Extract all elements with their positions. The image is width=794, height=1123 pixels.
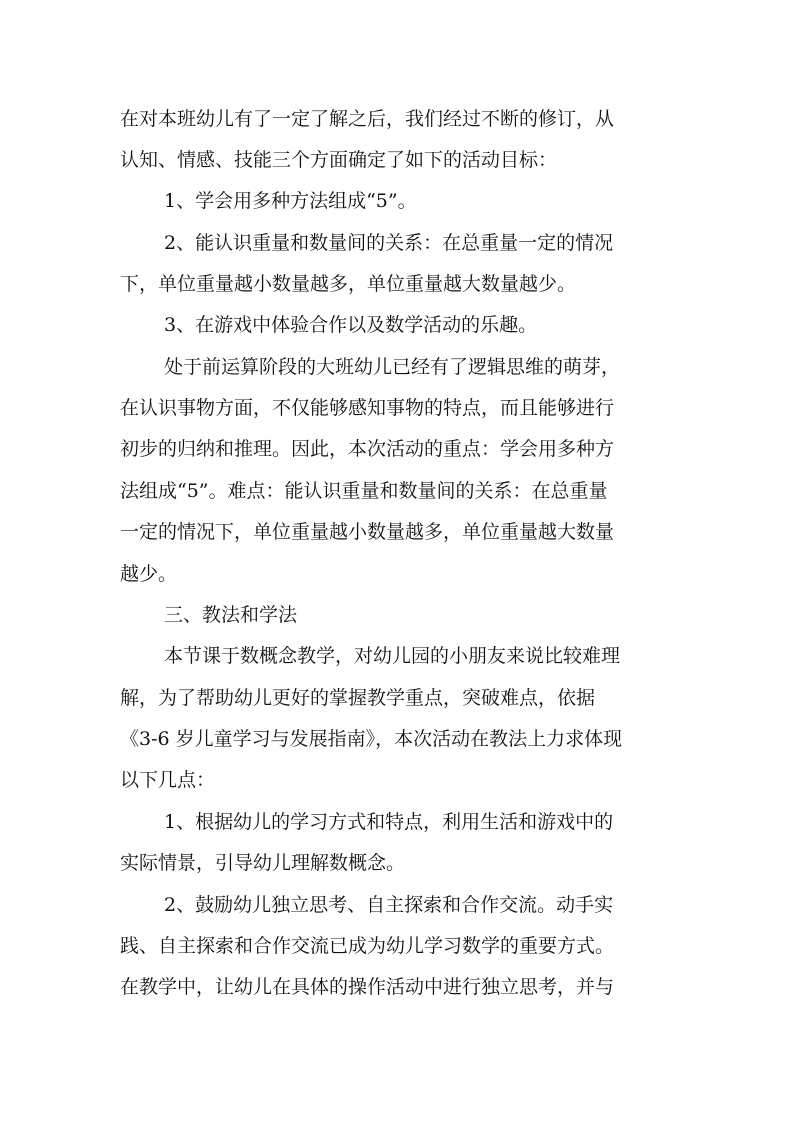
- list-item: 1、根据幼儿的学习方式和特点，利用生活和游戏中的: [164, 811, 614, 833]
- text-line: 下，单位重量越小数量越多，单位重量越大数量越少。: [120, 273, 577, 295]
- paragraph-start: 处于前运算阶段的大班幼儿已经有了逻辑思维的萌芽，: [164, 356, 621, 378]
- text-line: 一定的情况下，单位重量越小数量越多，单位重量越大数量: [120, 521, 615, 543]
- text-line: 初步的归纳和推理。因此，本次活动的重点：学会用多种方: [120, 438, 615, 460]
- list-item: 3、在游戏中体验合作以及数学活动的乐趣。: [164, 314, 538, 336]
- text-line: 践、自主探索和合作交流已成为幼儿学习数学的重要方式。: [120, 935, 615, 957]
- text-line: 在教学中，让幼儿在具体的操作活动中进行独立思考，并与: [120, 976, 615, 998]
- text-line: 法组成“5”。难点：能认识重量和数量间的关系：在总重量: [120, 480, 608, 502]
- paragraph-start: 本节课于数概念教学，对幼儿园的小朋友来说比较难理: [164, 645, 621, 667]
- text-line: 在认识事物方面，不仅能够感知事物的特点，而且能够进行: [120, 397, 615, 419]
- list-item: 1、学会用多种方法组成“5”。: [164, 190, 417, 212]
- text-line: 实际情景，引导幼儿理解数概念。: [120, 852, 406, 874]
- document-page: [120, 0, 690, 1123]
- text-line: 以下几点：: [120, 769, 216, 791]
- text-line: 在对本班幼儿有了一定了解之后，我们经过不断的修订，从: [120, 108, 615, 130]
- section-heading: 三、教法和学法: [164, 604, 298, 626]
- list-item: 2、能认识重量和数量间的关系：在总重量一定的情况: [164, 232, 614, 254]
- text-line: 认知、情感、技能三个方面确定了如下的活动目标：: [120, 149, 558, 171]
- text-line: 《3-6 岁儿童学习与发展指南》，本次活动在教法上力求体现: [120, 728, 623, 750]
- text-line: 解，为了帮助幼儿更好的掌握教学重点，突破难点，依据: [120, 687, 596, 709]
- text-line: 越少。: [120, 563, 178, 585]
- list-item: 2、鼓励幼儿独立思考、自主探索和合作交流。动手实: [164, 894, 614, 916]
